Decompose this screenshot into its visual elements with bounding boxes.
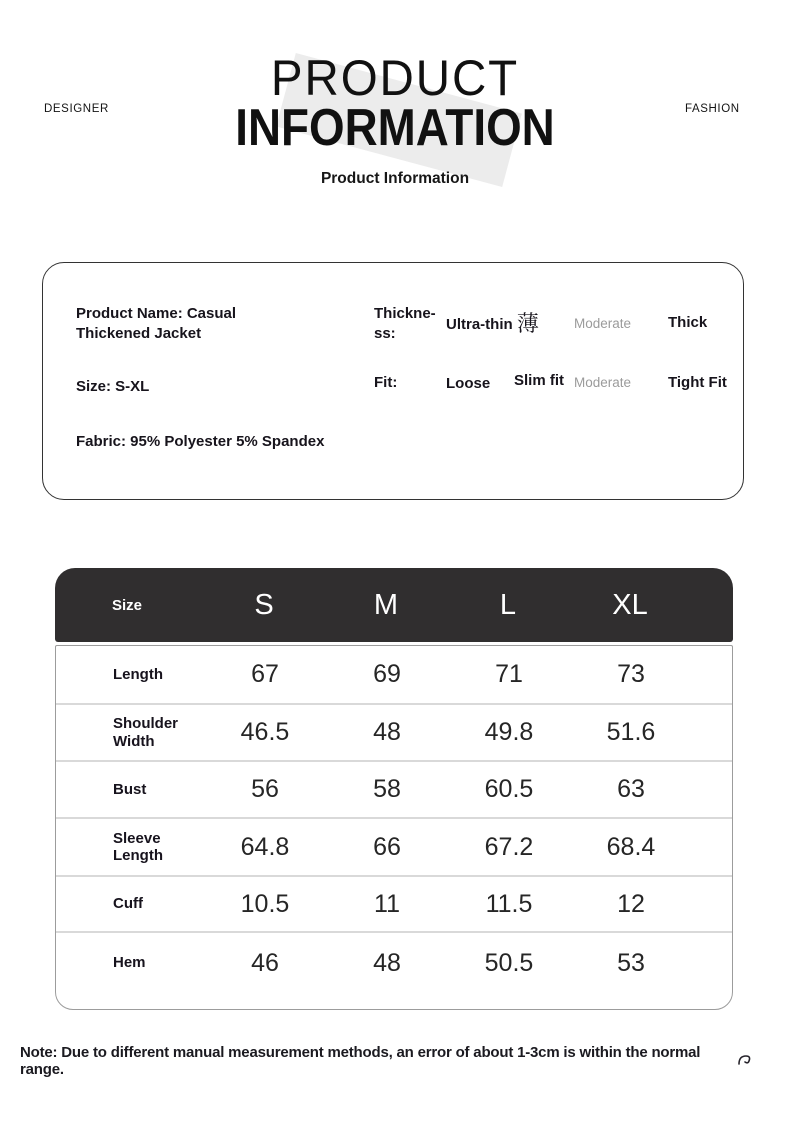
col-header-l: L <box>499 588 517 621</box>
table-row-sleeve-length <box>56 817 732 875</box>
col-header-s: S <box>254 588 274 621</box>
product-info-card <box>42 262 744 500</box>
page-title-line1: PRODUCT <box>270 50 520 106</box>
page-subtitle: Product Information <box>320 170 470 187</box>
col-header-xl: XL <box>612 588 648 621</box>
cell-xl: 63 <box>617 775 645 803</box>
fabric-text: Fabric: 95% Polyester 5% Spandex <box>76 433 325 450</box>
table-row-cuff <box>56 875 732 931</box>
row-label: Bust <box>113 780 147 798</box>
cell-l: 11.5 <box>485 889 533 918</box>
cell-xl: 12 <box>617 889 645 918</box>
thickness-option-ultra-thin-label: Ultra-thin <box>446 316 513 333</box>
cell-l: 60.5 <box>484 775 534 803</box>
row-label: Sleeve Length <box>113 829 163 864</box>
col-header-size: Size <box>112 596 143 614</box>
size-table-body <box>55 645 733 1010</box>
cell-xl: 51.6 <box>606 718 656 746</box>
fit-label: Fit: <box>374 374 398 391</box>
cell-s: 46.5 <box>240 718 290 746</box>
brand-fashion-label: FASHION <box>685 103 740 115</box>
cell-l: 49.8 <box>484 718 534 746</box>
table-row-hem <box>56 931 732 993</box>
cell-m: 66 <box>373 832 401 861</box>
fit-option-moderate: Moderate <box>574 375 632 390</box>
flourish-icon <box>737 1053 753 1068</box>
thickness-option-ultra-thin-cn: 薄 <box>516 311 539 336</box>
cell-m: 69 <box>373 660 401 688</box>
thickness-option-moderate: Moderate <box>574 316 632 331</box>
brand-designer-label: DESIGNER <box>44 103 109 115</box>
size-range-text: Size: S-XL <box>76 378 150 395</box>
measurement-note-text: Note: Due to different manual measurement methods, an error of about 1-3cm is within the normal range. <box>20 1044 701 1078</box>
page-title-line2: INFORMATION <box>235 99 555 157</box>
cell-s: 10.5 <box>240 889 290 918</box>
cell-s: 67 <box>251 660 279 688</box>
cell-m: 58 <box>373 775 401 803</box>
fit-option-tight-fit: Tight Fit <box>668 374 727 391</box>
table-row-shoulder-width <box>56 703 732 760</box>
fit-option-loose: Loose <box>446 375 491 392</box>
row-label: Shoulder Width <box>113 715 179 750</box>
fit-option-slim-fit: Slim fit <box>514 372 565 389</box>
cell-xl: 68.4 <box>606 832 656 861</box>
cell-m: 48 <box>373 718 401 746</box>
cell-s: 64.8 <box>240 832 290 861</box>
cell-s: 46 <box>251 948 279 977</box>
cell-l: 67.2 <box>484 832 534 861</box>
cell-m: 48 <box>373 948 401 977</box>
row-label: Cuff <box>113 895 143 913</box>
thickness-option-ultra-thin <box>446 310 539 339</box>
cell-xl: 73 <box>617 660 645 688</box>
row-label: Hem <box>113 954 146 972</box>
size-table-header-row <box>55 568 733 642</box>
thickness-option-thick: Thick <box>668 314 708 331</box>
product-name-text: Product Name: Casual Thickened Jacket <box>76 305 237 342</box>
cell-l: 50.5 <box>484 948 534 977</box>
cell-m: 11 <box>374 889 400 918</box>
cell-l: 71 <box>495 660 523 688</box>
col-header-m: M <box>373 588 399 621</box>
cell-xl: 53 <box>617 948 645 977</box>
table-row-bust <box>56 760 732 817</box>
row-label: Length <box>113 665 163 683</box>
table-row-length <box>56 646 732 703</box>
thickness-label: Thickne-ss: <box>374 305 436 342</box>
size-table <box>55 568 733 1010</box>
cell-s: 56 <box>251 775 279 803</box>
